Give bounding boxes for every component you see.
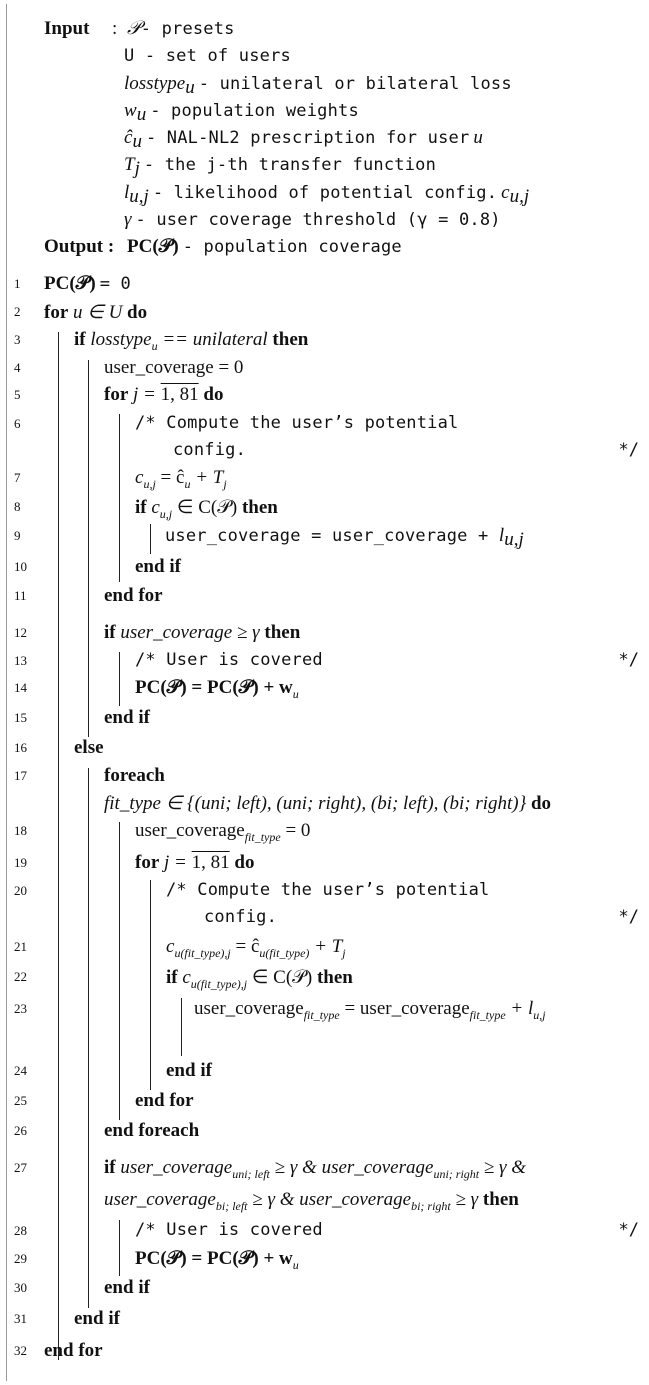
line-9: user_coverage = user_coverage + $l_{u,j}$: [165, 525, 524, 551]
line-30: end if: [104, 1277, 150, 1298]
indent-bar-if-config-2: [181, 998, 182, 1056]
line-number: 11: [14, 588, 27, 603]
indent-bar-for-u: [58, 332, 59, 1360]
line-3: if losstype$_u$ == unilateral then: [74, 329, 309, 353]
indent-bar-if-covered: [119, 652, 120, 706]
users-line: U - set of users: [124, 46, 291, 66]
line-20-comment-end: */: [618, 907, 639, 927]
line-number: 9: [14, 528, 21, 543]
line-11: end for: [104, 585, 163, 606]
line-number: 12: [14, 625, 27, 640]
line-number: 16: [14, 740, 27, 755]
line-4: user_coverage = 0: [104, 357, 244, 378]
line-number: 29: [14, 1251, 27, 1266]
line-number: 26: [14, 1123, 27, 1138]
line-7: $c_{u,j}$ = $ĉ_u + T_j$: [135, 467, 227, 491]
gamma-line: γ - user coverage threshold (γ = 0.8): [124, 209, 501, 230]
line-8: if $c_{u,j}$ ∈ C(𝒫) then: [135, 497, 278, 521]
line-29: PC(𝒫) = PC(𝒫) + $w_u$: [135, 1248, 299, 1272]
line-20-comment: /* Compute the user’s potential: [166, 880, 490, 900]
input-keyword: Input: [44, 18, 90, 39]
line-17-cont: fit_type ∈ {(uni; left), (uni; right), (bi; left), (bi; right)} do: [104, 793, 552, 814]
indent-bar-if-all-covered: [119, 1220, 120, 1276]
presets-line: 𝒫- presets: [127, 18, 235, 39]
input-separator: :: [112, 18, 118, 39]
line-number: 5: [14, 387, 21, 402]
line-21: $c_{u(fit\_type),j}$ = $ĉ_{u(fit\_type)} + T_j$: [166, 936, 346, 960]
line-number: 7: [14, 470, 21, 485]
line-number: 22: [14, 969, 27, 984]
output-line: PC(𝒫) - population coverage: [127, 236, 402, 257]
line-10: end if: [135, 556, 181, 577]
line-1: PC(𝒫) = 0: [44, 273, 131, 294]
line-number: 24: [14, 1063, 27, 1078]
indent-bar-for-j-2: [150, 880, 151, 1090]
line-number: 19: [14, 855, 27, 870]
indent-bar-if-config: [150, 524, 151, 554]
line-number: 3: [14, 332, 21, 347]
line-number: 14: [14, 680, 27, 695]
line-number: 18: [14, 823, 27, 838]
line-number: 20: [14, 883, 27, 898]
losstype-line: losstype$_u$ - unilateral or bilateral loss: [124, 73, 512, 99]
indent-bar-for-j: [119, 414, 120, 582]
line-6-comment-cont: config.: [173, 440, 247, 460]
line-22: if $c_{u(fit\_type),j}$ ∈ C(𝒫) then: [166, 967, 353, 991]
line-32: end for: [44, 1340, 103, 1361]
line-27-cont: user_coverage$_{bi; left}$ ≥ γ & user_coverage$_{bi; right}$ ≥ γ then: [104, 1189, 519, 1213]
line-number: 27: [14, 1160, 27, 1175]
indent-bar-foreach: [119, 822, 120, 1120]
line-6-comment-end: */: [618, 440, 639, 460]
line-number: 25: [14, 1093, 27, 1108]
line-13-comment: /* User is covered: [135, 650, 323, 670]
line-28-comment: /* User is covered: [135, 1220, 323, 1240]
prescription-line: $ĉ_u - NAL-NL2$ prescription for user u: [124, 127, 483, 153]
line-12: if user_coverage ≥ γ then: [104, 622, 301, 643]
transfer-line: $T_j$ - the j-th transfer function: [124, 154, 437, 180]
line-20-comment-cont: config.: [204, 907, 278, 927]
line-17: foreach: [104, 765, 165, 786]
line-number: 32: [14, 1343, 27, 1358]
line-number: 4: [14, 360, 21, 375]
line-6-comment: /* Compute the user’s potential: [135, 413, 459, 433]
indent-bar-else: [88, 768, 89, 1308]
line-23: user_coverage$_{fit\_type}$ = user_coverage$_{fit\_type}$ + $l_{u,j}$: [194, 998, 546, 1022]
line-14: PC(𝒫) = PC(𝒫) + $w_u$: [135, 677, 299, 701]
line-18: user_coverage$_{fit\_type}$ = 0: [135, 820, 311, 844]
line-5: for j = 1, 81 do: [104, 384, 224, 405]
weights-line: $w_u$ - population weights: [124, 100, 359, 126]
line-number: 23: [14, 1001, 27, 1016]
line-number: 15: [14, 710, 27, 725]
line-number: 13: [14, 653, 27, 668]
line-number: 21: [14, 939, 27, 954]
line-number: 30: [14, 1280, 27, 1295]
indent-bar-if-unilateral: [88, 360, 89, 737]
line-19: for j = 1, 81 do: [135, 852, 255, 873]
line-number: 17: [14, 768, 27, 783]
line-number: 28: [14, 1223, 27, 1238]
line-number: 31: [14, 1311, 27, 1326]
line-16: else: [74, 737, 104, 758]
line-2: for u ∈ U do: [44, 302, 148, 323]
line-number: 2: [14, 304, 21, 319]
line-number: 1: [14, 276, 21, 291]
line-24: end if: [166, 1060, 212, 1081]
line-number: 10: [14, 559, 27, 574]
algorithm-frame: [6, 4, 7, 1381]
line-13-comment-end: */: [618, 650, 639, 670]
line-15: end if: [104, 707, 150, 728]
line-27: if user_coverage$_{uni; left}$ ≥ γ & user_coverage$_{uni; right}$ ≥ γ &: [104, 1157, 527, 1181]
output-keyword: Output :: [44, 236, 115, 257]
line-28-comment-end: */: [618, 1220, 639, 1240]
line-number: 8: [14, 499, 21, 514]
likelihood-line: $l_{u,j}$ - likelihood of potential config. $c_{u,j}$: [124, 182, 530, 208]
line-26: end foreach: [104, 1120, 200, 1141]
line-number: 6: [14, 416, 21, 431]
line-31: end if: [74, 1308, 120, 1329]
line-25: end for: [135, 1090, 194, 1111]
